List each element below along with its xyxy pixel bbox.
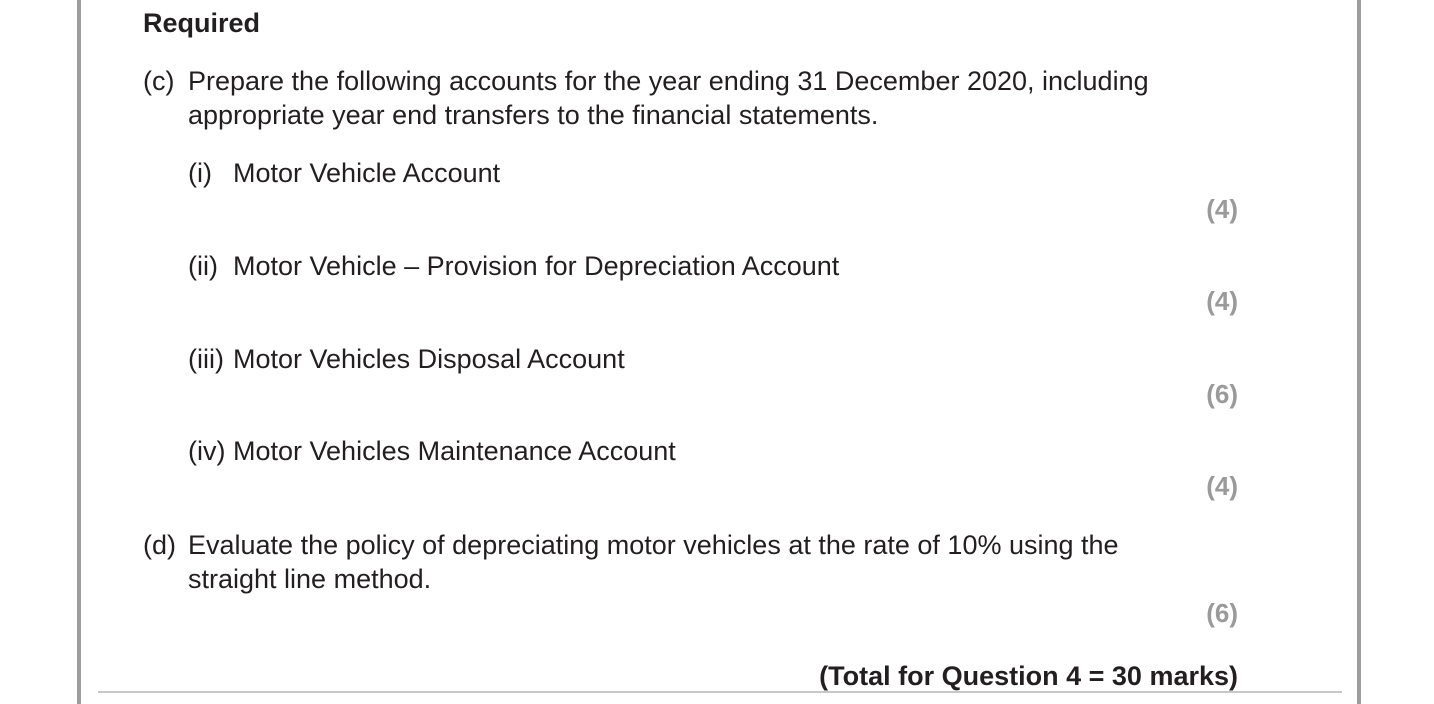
part-c-line-1: Prepare the following accounts for the year ending 31 December 2020, including xyxy=(188,66,1149,96)
part-d-label: (d) xyxy=(143,530,176,560)
page-border-left xyxy=(77,0,81,704)
sub-item-iv-label: (iv) xyxy=(188,436,226,466)
part-c-question xyxy=(188,64,1188,132)
sub-item-iii-text: Motor Vehicles Disposal Account xyxy=(233,344,625,374)
sub-item-ii-text: Motor Vehicle – Provision for Depreciation Account xyxy=(233,251,840,281)
part-d-marks: (6) xyxy=(1206,598,1238,628)
sub-item-ii-label: (ii) xyxy=(188,251,218,281)
page-border-right xyxy=(1357,0,1361,704)
bottom-divider xyxy=(98,691,1342,693)
sub-item-i-text: Motor Vehicle Account xyxy=(233,158,501,188)
section-heading: Required xyxy=(143,8,261,38)
part-d-question xyxy=(188,528,1188,596)
part-d-line-1: Evaluate the policy of depreciating motor vehicles at the rate of 10% using the xyxy=(188,530,1119,560)
question-total: (Total for Question 4 = 30 marks) xyxy=(819,661,1238,691)
sub-item-iii-label: (iii) xyxy=(188,344,224,374)
sub-item-ii-marks: (4) xyxy=(1206,286,1238,316)
sub-item-iii-marks: (6) xyxy=(1206,379,1238,409)
sub-item-i-label: (i) xyxy=(188,158,212,188)
part-c-label: (c) xyxy=(143,66,175,96)
part-c-line-2: appropriate year end transfers to the financial statements. xyxy=(188,100,879,130)
sub-item-i-marks: (4) xyxy=(1206,194,1238,224)
sub-item-iv-text: Motor Vehicles Maintenance Account xyxy=(233,436,676,466)
sub-item-iv-marks: (4) xyxy=(1206,471,1238,501)
part-d-line-2: straight line method. xyxy=(188,564,432,594)
